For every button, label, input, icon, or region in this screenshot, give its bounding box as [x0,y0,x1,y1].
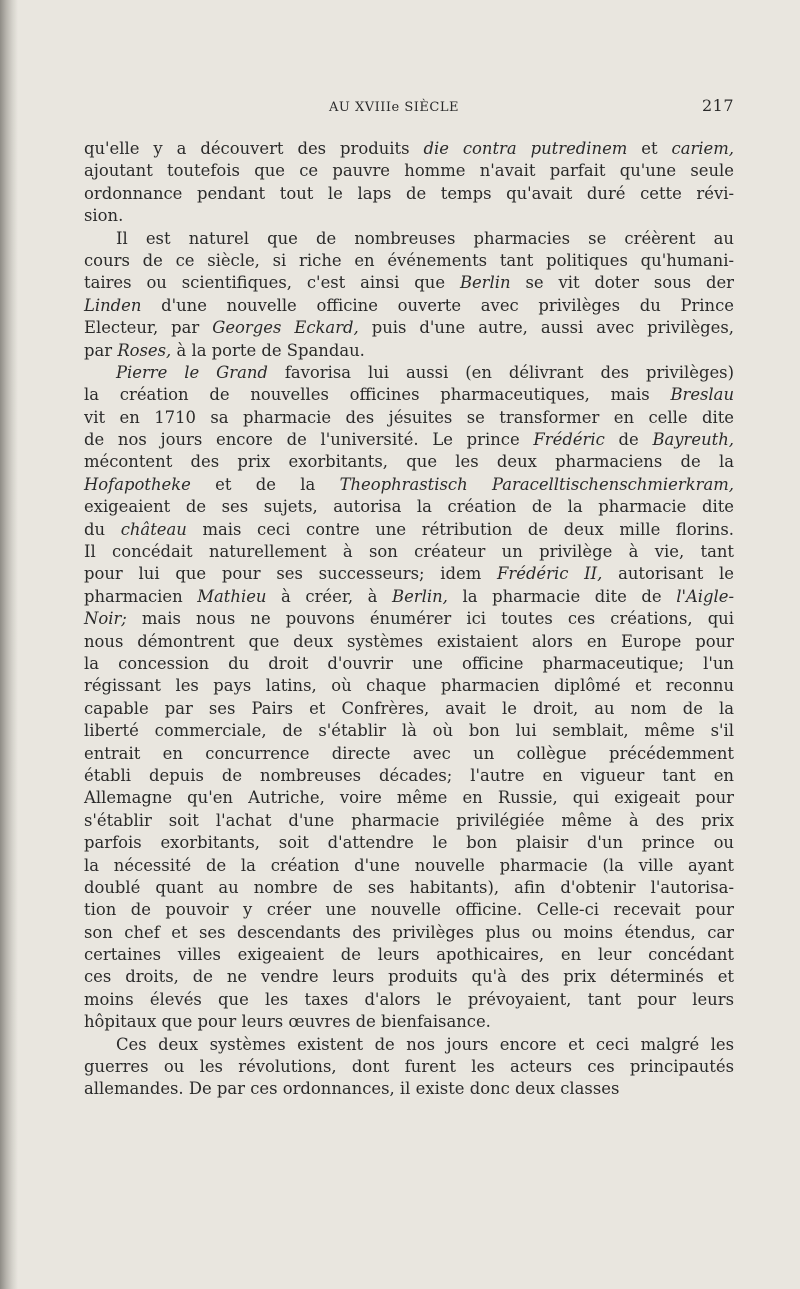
text-line: s'établir soit l'achat d'une pharmacie privilégiée même à des prix [84,810,734,830]
text-line: taires ou scientifiques, c'est ainsi que Berlin se vit doter sous der [84,273,734,293]
text-line: qu'elle y a découvert des produits die contra putredinem et cariem, [84,139,734,158]
text-line: moins élevés que les taxes d'alors le prévoyaient, tant pour leurs [84,989,734,1009]
text-line: Electeur, par Georges Eckard, puis d'une autre, aussi avec privilèges, [84,318,734,338]
page-number: 217 [701,96,734,115]
paragraph [84,362,734,1034]
text-line: son chef et ses descendants des privilèges plus ou moins étendus, car [84,922,734,942]
text-line: capable par ses Pairs et Confrères, avait le droit, au nom de la [84,698,734,718]
text-line: ces droits, de ne vendre leurs produits qu'à des prix déterminés et [84,967,734,987]
text-line: certaines villes exigeaient de leurs apothicaires, en leur concédant [84,945,734,965]
body-text [84,138,734,1101]
text-line: cours de ce siècle, si riche en événements tant politiques qu'humani- [84,250,734,270]
text-line: tion de pouvoir y créer une nouvelle officine. Celle-ci recevait pour [84,900,734,920]
text-line: ordonnance pendant tout le laps de temps qu'avait duré cette révi- [84,183,734,203]
paragraph [84,138,734,228]
text-line: la nécessité de la création d'une nouvelle pharmacie (la ville ayant [84,855,734,875]
text-line: mécontent des prix exorbitants, que les deux pharmaciens de la [84,452,734,472]
book-binding-shadow [0,0,18,1289]
text-line: entrait en concurrence directe avec un collègue précédemment [84,743,734,763]
text-line: Pierre le Grand favorisa lui aussi (en délivrant des privilèges) [116,362,734,382]
text-line: exigeaient de ses sujets, autorisa la création de la pharmacie dite [84,497,734,517]
text-line: du château mais ceci contre une rétribution de deux mille florins. [84,519,734,539]
text-line: ajoutant toutefois que ce pauvre homme n'avait parfait qu'une seule [84,161,734,181]
text-line: Linden d'une nouvelle officine ouverte avec privilèges du Prince [84,295,734,315]
text-line: Hofapotheke et de la Theophrastisch Paracelltischenschmierkram, [84,474,734,494]
text-line: pour lui que pour ses successeurs; idem Frédéric II, autorisant le [84,564,734,584]
paragraph [84,228,734,362]
text-line: établi depuis de nombreuses décades; l'autre en vigueur tant en [84,765,734,785]
text-line: pharmacien Mathieu à créer, à Berlin, la pharmacie dite de l'Aigle- [84,586,735,606]
text-line: sion. [84,206,124,226]
text-line: la concession du droit d'ouvrir une officine pharmaceutique; l'un [84,653,734,673]
running-head: AU XVIIIe SIÈCLE [329,100,459,115]
text-line: guerres ou les révolutions, dont furent les acteurs ces principautés [84,1057,734,1077]
text-line: hôpitaux que pour leurs œuvres de bienfaisance. [84,1012,491,1032]
text-line: liberté commerciale, de s'établir là où bon lui semblait, même s'il [84,721,734,741]
text-line: la création de nouvelles officines pharmaceutiques, mais Breslau [84,385,734,405]
text-line: Ces deux systèmes existent de nos jours encore et ceci malgré les [116,1034,734,1054]
text-line: vit en 1710 sa pharmacie des jésuites se transformer en celle dite [84,407,734,427]
page-header [84,96,734,122]
text-line: Noir; mais nous ne pouvons énumérer ici toutes ces créations, qui [84,609,734,629]
text-line: Il concédait naturellement à son créateur un privilège à vie, tant [84,542,734,562]
book-page [84,96,734,1101]
text-line: doublé quant au nombre de ses habitants), afin d'obtenir l'autorisa- [84,877,734,897]
text-line: de nos jours encore de l'université. Le prince Frédéric de Bayreuth, [84,430,734,450]
paragraph [84,1034,734,1101]
text-line: nous démontrent que deux systèmes existaient alors en Europe pour [84,631,734,651]
text-line: par Roses, à la porte de Spandau. [84,340,365,360]
text-line: régissant les pays latins, où chaque pharmacien diplômé et reconnu [84,676,734,696]
text-line: Il est naturel que de nombreuses pharmacies se créèrent au [116,228,734,248]
text-line: allemandes. De par ces ordonnances, il existe donc deux classes [84,1079,620,1099]
text-line: Allemagne qu'en Autriche, voire même en Russie, qui exigeait pour [84,788,734,808]
text-line: parfois exorbitants, soit d'attendre le bon plaisir d'un prince ou [84,833,734,853]
